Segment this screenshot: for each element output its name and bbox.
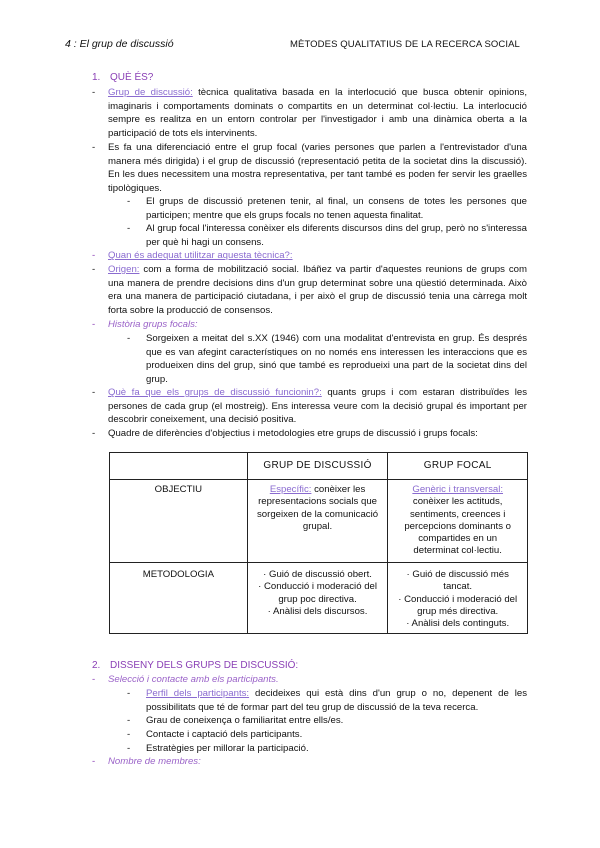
sub-bullet-consens: - El grups de discussió pretenen tenir, al final, un consens de totes les persones que participen; mentre que els grups focals no tenen aquesta finalitat. [127, 196, 527, 221]
bullet-nombre-membres: - Nombre de membres: [92, 756, 201, 767]
section-2-title: DISSENY DELS GRUPS DE DISCUSSIÓ: [110, 660, 299, 671]
sub-bullet-contacte: - Contacte i captació dels participants. [127, 729, 303, 740]
bullet-quan-adequat: - Quan és adequat utilitzar aquesta tècnica?: [92, 250, 293, 261]
table-cell-metodologia-gf: · Guió de discussió més tancat. · Conducció i moderació del grup més directiva. · Anàlisi dels continguts. [388, 563, 528, 634]
link-perfil-participants[interactable]: Perfil dels participants: [146, 688, 250, 699]
nombre-membres-label: Nombre de membres: [108, 756, 201, 767]
bullet-historia: - Història grups focals: [92, 319, 198, 330]
historia-grups-focals-label: Història grups focals: [108, 319, 198, 330]
sub-bullet-perfil: - Perfil dels participants: decideixes qui està dins d'un grup o no, depenent de les possibilitats que té de formar part del teu grup de discussió de la teva recerca. [127, 688, 527, 713]
sub-bullet-historia: - Sorgeixen a meitat del s.XX (1946) com una modalitat d'entrevista en grup. És després que es van afegint característiques on no només ens interessen les interaccions que es produeixen dins del grup, sinó que també es reprodueixi una part de la societat dins del grup. [127, 333, 527, 386]
seleccio-label: Selecció i contacte amb els participants. [108, 674, 279, 685]
table-cell-metodologia-gd: · Guió de discussió obert. · Conducció i moderació del grup poc directiva. · Anàlisi dels discursos. [247, 563, 388, 634]
header-chapter-title: 4 : El grup de discussió [65, 38, 174, 50]
table-cell-objectiu-gd: Específic: conèixer les representacions socials que sorgeixen de la comunicació grupal. [247, 480, 388, 563]
sub-bullet-estrategies: - Estratègies per millorar la participació. [127, 743, 309, 754]
section-1-title: QUÈ ÉS? [110, 72, 154, 83]
table-corner-cell [110, 453, 248, 480]
bullet-diferenciacio: - Es fa una diferenciació entre el grup focal (varies persones que parlen a l'entrevistador d'una manera més dirigida) i el grup de discussió (representació petita de la societat dins la discussió). En les dues necessitem una mostra representativa, per tant també es poden fer servir les graelles tipològiques. [92, 142, 527, 195]
link-quan-adequat[interactable]: Quan és adequat utilitzar aquesta tècnica?: [108, 250, 293, 261]
table-header-grup-focal: GRUP FOCAL [388, 453, 528, 480]
link-origen[interactable]: Origen: [108, 264, 140, 275]
section-2-heading [92, 660, 298, 671]
table-label-objectiu: OBJECTIU [110, 480, 248, 563]
link-que-fa-funcionar[interactable]: Què fa que els grups de discussió funcionin?: [108, 387, 322, 398]
bullet-que-fa-funcionar: - Què fa que els grups de discussió funcionin?: quants grups i com estaran distribuïdes les persones de cada grup (el mostreig). Ens interessa veure com la decisió grupal és important per descobrir coneixement, una decisió positiva. [92, 387, 527, 426]
table-cell-objectiu-gf: Genèric i transversal: conèixer les actituds, sentiments, creences i percepcions dominants o compartides en un determinat col·lectiu. [388, 480, 528, 563]
section-1-heading [92, 72, 153, 83]
table-header-grup-discussio: GRUP DE DISCUSSIÓ [247, 453, 388, 480]
bullet-quadre: - Quadre de diferències d'objectius i metodologies etre grups de discussió i grups focals: [92, 428, 478, 439]
section-2-number: 2. [92, 660, 101, 671]
bullet-seleccio: - Selecció i contacte amb els participants. [92, 674, 279, 685]
bullet-grup-discussio: - Grup de discussió: tècnica qualitativa basada en la interlocució que busca obtenir opinions, imaginaris i comportaments dominats o compartits en un determinat col·lectiu. La interlocució sempre es realitza en un entorn controlar per l'investigador i amb una dinàmica oberta a la participació de tots els intervinents. [92, 87, 527, 140]
bullet-origen: - Origen: com a forma de mobilització social. Ibáñez va partir d'aquestes reunions de grups com una manera de prendre decisions dins d'un grup determinat sobre una qüestió determinada. Això era una manera de participació ciutadana, i per això el grup de discussió tenia una càrrega molt forta sobre la producció de consensos. [92, 264, 527, 317]
sub-bullet-grup-focal: - Al grup focal l'interessa conèixer els diferents discursos dins del grup, però no s'interessa per què hi hagi un consens. [127, 223, 527, 248]
table-header-row [110, 453, 528, 480]
table-row-metodologia [110, 563, 528, 634]
link-grup-discussio[interactable]: Grup de discussió: [108, 87, 193, 98]
table-row-objectiu [110, 480, 528, 563]
comparison-table [109, 452, 528, 634]
sub-bullet-coneixenca: - Grau de coneixença o familiaritat entre ells/es. [127, 715, 344, 726]
header-course-title: MÈTODES QUALITATIUS DE LA RECERCA SOCIAL [290, 39, 520, 50]
table-label-metodologia: METODOLOGIA [110, 563, 248, 634]
section-1-number: 1. [92, 72, 101, 83]
